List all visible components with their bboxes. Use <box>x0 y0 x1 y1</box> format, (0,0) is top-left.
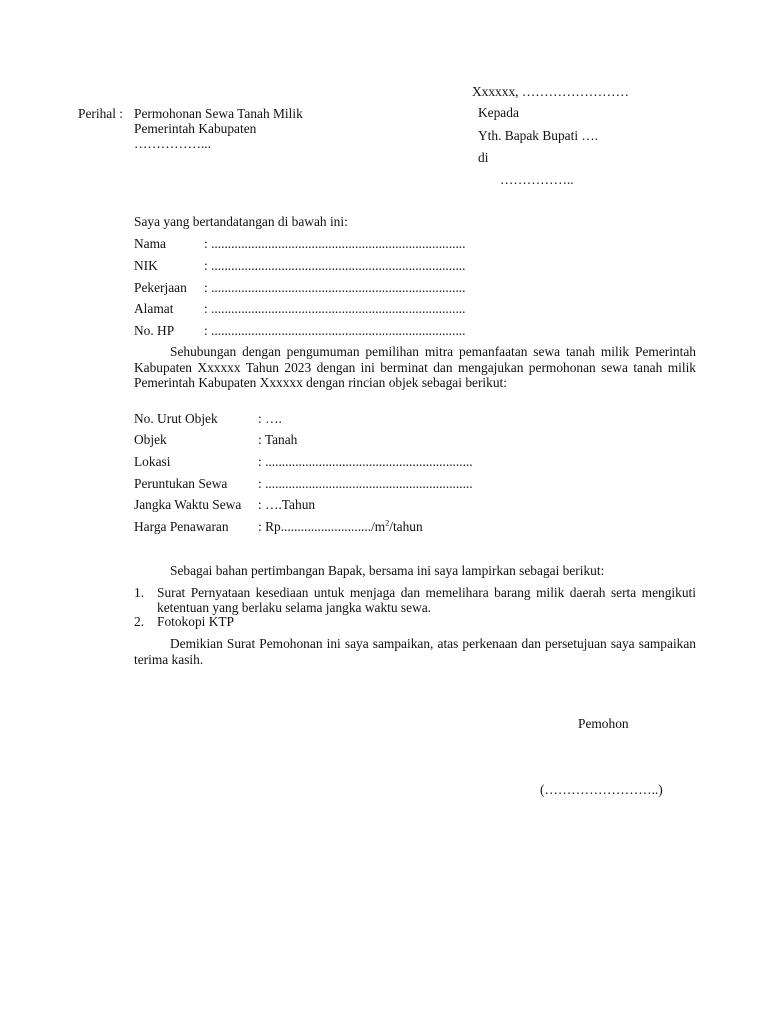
attachment-item: Surat Pernyataan kesediaan untuk menjaga dan memelihara barang milik daerah serta mengikuti ketentuan yang berlaku selama jangka waktu sewa. <box>157 585 696 615</box>
addressee-location: …………….. <box>500 172 574 187</box>
object-value: : …. <box>258 411 282 426</box>
object-label: Lokasi <box>134 454 171 469</box>
harga-value <box>258 519 423 535</box>
object-value: : Tanah <box>258 432 298 447</box>
signature-name-line: (……………………..) <box>540 782 663 797</box>
identity-value: : ............................................................................ <box>204 280 466 295</box>
identity-value: : ............................................................................ <box>204 323 466 338</box>
addressee-di: di <box>478 150 489 165</box>
identity-label: Nama <box>134 236 166 251</box>
object-label: No. Urut Objek <box>134 411 218 426</box>
object-value: : ….Tahun <box>258 497 316 512</box>
harga-label: Harga Penawaran <box>134 519 229 534</box>
identity-value: : ............................................................................ <box>204 236 466 251</box>
perihal-line-2: Pemerintah Kabupaten <box>134 121 257 136</box>
harga-suffix: /tahun <box>389 519 423 534</box>
perihal-line-1: Permohonan Sewa Tanah Milik <box>134 106 303 121</box>
place-date: Xxxxxx, …………………… <box>472 84 629 99</box>
attachment-item: Fotokopi KTP <box>157 614 235 629</box>
closing-paragraph <box>134 636 696 667</box>
perihal-label: Perihal : <box>78 106 123 121</box>
closing-text: Demikian Surat Pemohonan ini saya sampaikan, atas perkenaan dan persetujuan saya sampaikan terima kasih. <box>134 636 696 667</box>
addressee-kepada: Kepada <box>478 105 519 120</box>
identity-value: : ............................................................................ <box>204 301 466 316</box>
identity-label: Alamat <box>134 301 174 316</box>
object-label: Jangka Waktu Sewa <box>134 497 242 512</box>
intro-text: Saya yang bertandatangan di bawah ini: <box>134 214 348 229</box>
object-value: : .............................................................. <box>258 476 473 491</box>
harga-sup: 2 <box>385 518 390 528</box>
identity-label: Pekerjaan <box>134 280 187 295</box>
object-label: Objek <box>134 432 167 447</box>
signature-title: Pemohon <box>578 716 629 731</box>
identity-value: : ............................................................................ <box>204 258 466 273</box>
identity-label: No. HP <box>134 323 175 338</box>
attachment-number: 2. <box>134 614 145 629</box>
harga-prefix: : Rp.........................../m <box>258 519 386 534</box>
perihal-line-3: ……………... <box>134 136 211 151</box>
paragraph-1-text: Sehubungan dengan pengumuman pemilihan mitra pemanfaatan sewa tanah milik Pemerintah Kabupaten Xxxxxx Tahun 2023 dengan ini berminat dan mengajukan permohonan sewa tanah milik Pemerintah Kabupaten Xxxxxx dengan rincian objek sebagai berikut: <box>134 344 696 390</box>
attachment-number: 1. <box>134 585 145 600</box>
body-paragraph-1 <box>134 344 696 391</box>
body-paragraph-2: Sebagai bahan pertimbangan Bapak, bersama ini saya lampirkan sebagai berikut: <box>170 563 605 578</box>
object-value: : .............................................................. <box>258 454 473 469</box>
object-label: Peruntukan Sewa <box>134 476 228 491</box>
identity-label: NIK <box>134 258 158 273</box>
addressee-yth: Yth. Bapak Bupati …. <box>478 128 599 143</box>
